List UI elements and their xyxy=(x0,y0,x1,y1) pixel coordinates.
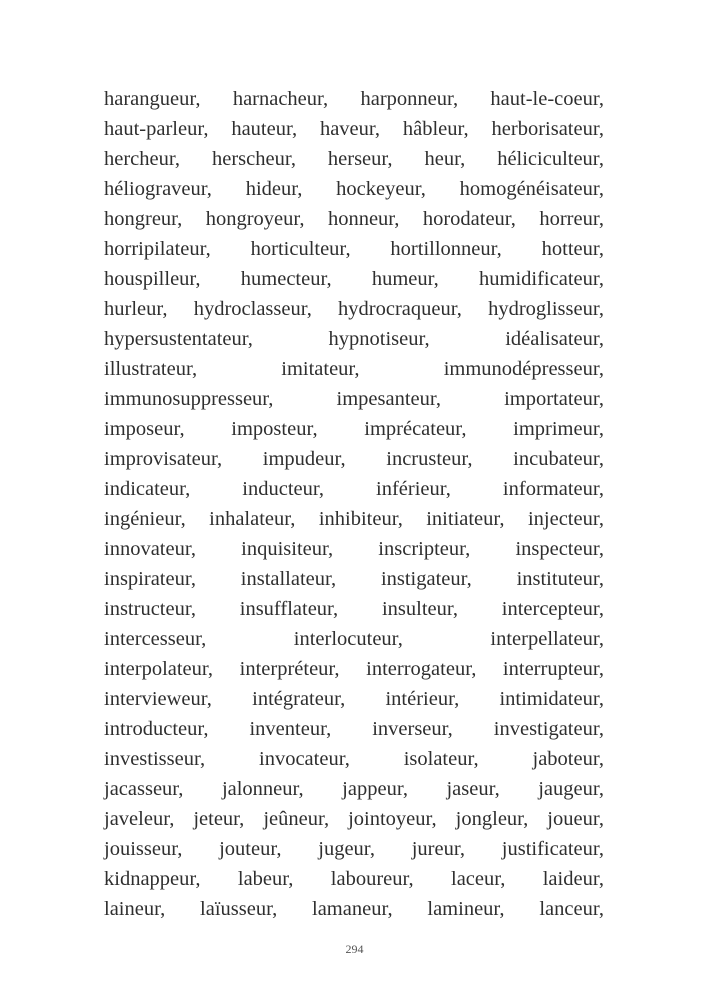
text-line xyxy=(104,624,604,654)
word: injecteur, xyxy=(527,508,604,530)
word: impudeur, xyxy=(262,448,346,470)
word: intercepteur, xyxy=(501,598,604,620)
word: herborisateur, xyxy=(491,118,604,140)
text-line xyxy=(104,804,604,834)
text-line xyxy=(104,894,604,924)
word: javeleur, xyxy=(104,808,175,830)
word: hypnotiseur, xyxy=(328,328,430,350)
word: investigateur, xyxy=(493,718,604,740)
word: inférieur, xyxy=(376,478,451,500)
word: harnacheur, xyxy=(232,88,329,110)
word: laineur, xyxy=(104,898,166,920)
body-text xyxy=(104,84,604,924)
text-line xyxy=(104,264,604,294)
word: heur, xyxy=(424,148,466,170)
word: innovateur, xyxy=(104,538,196,560)
word: jappeur, xyxy=(342,778,408,800)
word: horodateur, xyxy=(422,208,516,230)
word: haut-parleur, xyxy=(104,118,209,140)
word: hydrocraqueur, xyxy=(338,298,462,320)
word: laboureur, xyxy=(330,868,414,890)
word: hauteur, xyxy=(231,118,298,140)
word: inhibiteur, xyxy=(318,508,403,530)
word: incubateur, xyxy=(513,448,604,470)
word: justificateur, xyxy=(501,838,604,860)
word: impesanteur, xyxy=(336,388,441,410)
word: jouteur, xyxy=(219,838,282,860)
word: jeûneur, xyxy=(263,808,330,830)
word: hydroglisseur, xyxy=(488,298,604,320)
word: illustrateur, xyxy=(104,358,198,380)
text-line xyxy=(104,534,604,564)
word: incrusteur, xyxy=(386,448,473,470)
word: ingénieur, xyxy=(104,508,186,530)
word: humidificateur, xyxy=(479,268,604,290)
page-number: 294 xyxy=(345,942,364,956)
text-line xyxy=(104,414,604,444)
word: hortillonneur, xyxy=(390,238,502,260)
word: hydroclasseur, xyxy=(193,298,312,320)
word: haut-le-coeur, xyxy=(490,88,604,110)
word: instituteur, xyxy=(516,568,604,590)
word: intérieur, xyxy=(385,688,460,710)
word: inspirateur, xyxy=(104,568,196,590)
word: horreur, xyxy=(539,208,604,230)
word: hercheur, xyxy=(104,148,181,170)
word: imitateur, xyxy=(281,358,360,380)
word: hâbleur, xyxy=(402,118,469,140)
word: installateur, xyxy=(240,568,337,590)
word: jaseur, xyxy=(446,778,500,800)
word: interpellateur, xyxy=(490,628,604,650)
word: inventeur, xyxy=(249,718,332,740)
word: inducteur, xyxy=(242,478,325,500)
word: houspilleur, xyxy=(104,268,201,290)
word: instigateur, xyxy=(380,568,472,590)
word: jaugeur, xyxy=(538,778,604,800)
word: jacasseur, xyxy=(104,778,184,800)
word: hurleur, xyxy=(104,298,168,320)
text-line xyxy=(104,834,604,864)
text-line xyxy=(104,84,604,114)
word: intervieweur, xyxy=(104,688,212,710)
word: hideur, xyxy=(245,178,303,200)
word: imprécateur, xyxy=(364,418,467,440)
word: imprimeur, xyxy=(513,418,604,440)
word: initiateur, xyxy=(426,508,505,530)
text-line xyxy=(104,564,604,594)
word: harangueur, xyxy=(104,88,201,110)
word: hongreur, xyxy=(104,208,183,230)
word: immunodépresseur, xyxy=(443,358,604,380)
word: laïusseur, xyxy=(200,898,278,920)
word: importateur, xyxy=(504,388,604,410)
text-line xyxy=(104,144,604,174)
word: laceur, xyxy=(451,868,506,890)
text-line xyxy=(104,504,604,534)
text-line xyxy=(104,114,604,144)
word: insufflateur, xyxy=(239,598,339,620)
word: honneur, xyxy=(327,208,400,230)
word: kidnappeur, xyxy=(104,868,201,890)
word: herscheur, xyxy=(211,148,296,170)
word: harponneur, xyxy=(360,88,459,110)
text-line xyxy=(104,774,604,804)
text-line xyxy=(104,384,604,414)
word: jointoyeur, xyxy=(348,808,437,830)
word: immunosuppresseur, xyxy=(104,388,274,410)
text-line xyxy=(104,174,604,204)
word: jouisseur, xyxy=(104,838,183,860)
word: interlocuteur, xyxy=(293,628,403,650)
word: homogénéisateur, xyxy=(459,178,604,200)
word: labeur, xyxy=(237,868,294,890)
text-line xyxy=(104,714,604,744)
word: haveur, xyxy=(319,118,381,140)
word: horticulteur, xyxy=(250,238,351,260)
word: interrogateur, xyxy=(366,658,477,680)
word: laideur, xyxy=(542,868,604,890)
word: joueur, xyxy=(547,808,604,830)
text-line xyxy=(104,684,604,714)
word: héliograveur, xyxy=(104,178,212,200)
word: introducteur, xyxy=(104,718,209,740)
word: insulteur, xyxy=(381,598,458,620)
text-line xyxy=(104,204,604,234)
word: lamaneur, xyxy=(312,898,393,920)
word: intimidateur, xyxy=(499,688,604,710)
word: intercesseur, xyxy=(104,628,207,650)
word: isolateur, xyxy=(403,748,479,770)
word: investisseur, xyxy=(104,748,206,770)
word: humecteur, xyxy=(240,268,332,290)
text-line xyxy=(104,444,604,474)
word: hongroyeur, xyxy=(205,208,305,230)
word: hypersustentateur, xyxy=(104,328,253,350)
word: interpréteur, xyxy=(239,658,340,680)
word: interrupteur, xyxy=(502,658,604,680)
word: jureur, xyxy=(411,838,465,860)
word: jugeur, xyxy=(318,838,375,860)
word: héliciculteur, xyxy=(497,148,604,170)
word: hotteur, xyxy=(541,238,604,260)
word: horripilateur, xyxy=(104,238,211,260)
word: informateur, xyxy=(502,478,604,500)
text-line xyxy=(104,744,604,774)
text-line xyxy=(104,324,604,354)
word: intégrateur, xyxy=(252,688,346,710)
text-line xyxy=(104,354,604,384)
word: inscripteur, xyxy=(378,538,471,560)
word: hockeyeur, xyxy=(336,178,426,200)
word: herseur, xyxy=(327,148,393,170)
word: imposteur, xyxy=(231,418,318,440)
word: jalonneur, xyxy=(221,778,304,800)
word: interpolateur, xyxy=(104,658,214,680)
word: idéalisateur, xyxy=(505,328,604,350)
word: invocateur, xyxy=(259,748,350,770)
text-line xyxy=(104,234,604,264)
word: jongleur, xyxy=(455,808,529,830)
word: imposeur, xyxy=(104,418,185,440)
word: instructeur, xyxy=(104,598,196,620)
word: inhalateur, xyxy=(209,508,296,530)
word: improvisateur, xyxy=(104,448,223,470)
word: lanceur, xyxy=(539,898,604,920)
word: jaboteur, xyxy=(532,748,604,770)
word: indicateur, xyxy=(104,478,191,500)
text-line xyxy=(104,594,604,624)
text-line xyxy=(104,864,604,894)
text-line xyxy=(104,294,604,324)
word: inquisiteur, xyxy=(241,538,334,560)
word: inverseur, xyxy=(372,718,453,740)
word: lamineur, xyxy=(427,898,505,920)
word: jeteur, xyxy=(193,808,245,830)
text-line xyxy=(104,474,604,504)
word: humeur, xyxy=(371,268,439,290)
text-line xyxy=(104,654,604,684)
word: inspecteur, xyxy=(515,538,604,560)
